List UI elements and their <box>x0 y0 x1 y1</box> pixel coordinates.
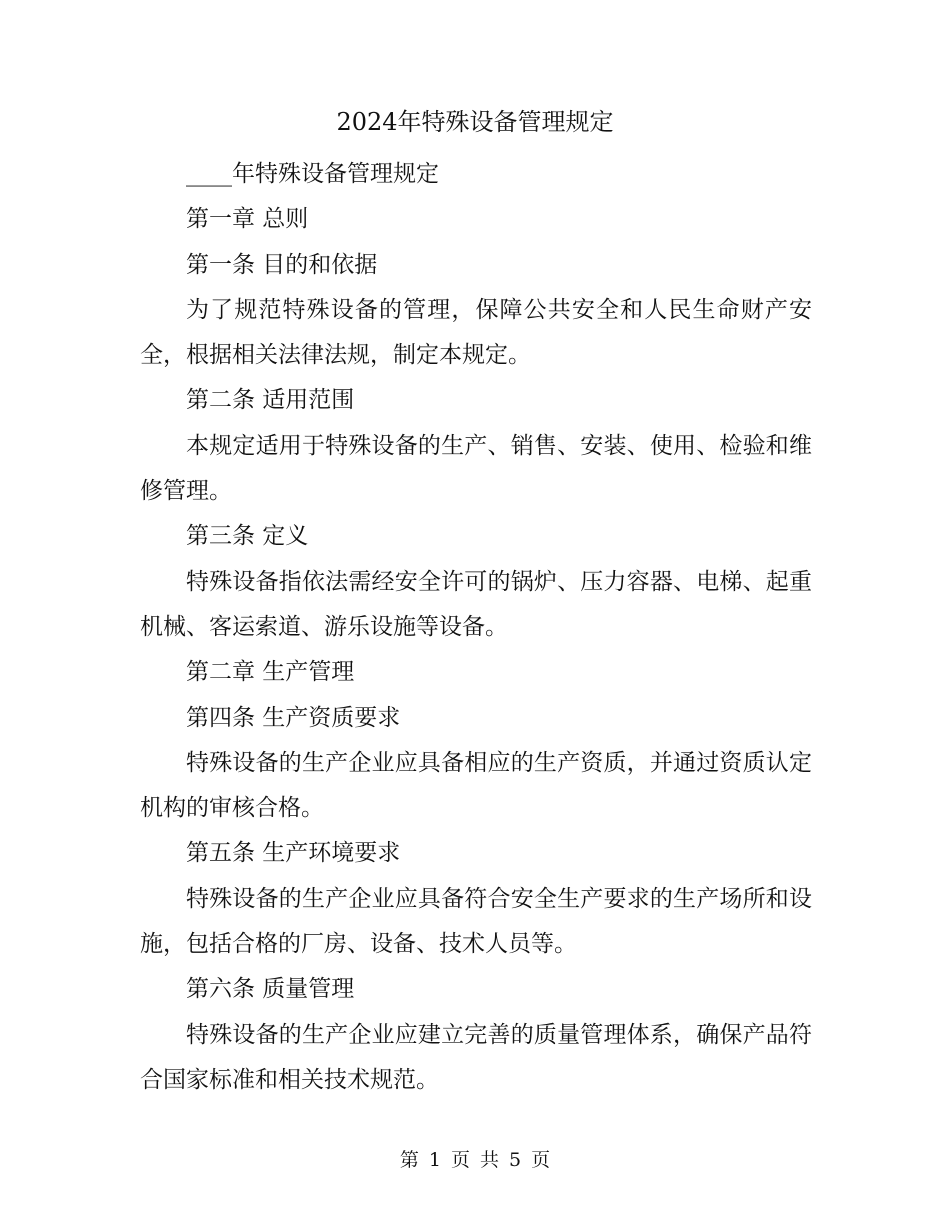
article-heading: 第一条 目的和依据 <box>186 251 378 278</box>
article-heading: 第六条 质量管理 <box>186 976 355 1003</box>
article-heading: 第三条 定义 <box>186 523 309 550</box>
document-body <box>140 152 812 1103</box>
article-heading: 第二条 适用范围 <box>186 387 355 414</box>
paragraph-heading: ____年特殊设备管理规定 <box>186 161 439 187</box>
article-heading: 第四条 生产资质要求 <box>186 704 401 731</box>
article-heading: 第五条 生产环境要求 <box>186 840 401 867</box>
page-footer: 第 1 页 共 5 页 <box>399 1149 551 1171</box>
document-title: 2024年特殊设备管理规定 <box>336 108 614 136</box>
paragraph: 本规定适用于特殊设备的生产、销售、安装、使用、检验和维修管理。 <box>140 432 812 505</box>
chapter-heading: 第一章 总则 <box>186 206 309 233</box>
paragraph: 为了规范特殊设备的管理，保障公共安全和人民生命财产安全，根据相关法律法规，制定本规定。 <box>140 296 812 369</box>
paragraph: 特殊设备的生产企业应具备符合安全生产要求的生产场所和设施，包括合格的厂房、设备、技术人员等。 <box>140 885 812 958</box>
paragraph: 特殊设备的生产企业应建立完善的质量管理体系，确保产品符合国家标准和相关技术规范。 <box>140 1021 812 1093</box>
chapter-heading: 第二章 生产管理 <box>186 659 355 686</box>
paragraph: 特殊设备的生产企业应具备相应的生产资质，并通过资质认定机构的审核合格。 <box>140 749 812 822</box>
paragraph: 特殊设备指依法需经安全许可的锅炉、压力容器、电梯、起重机械、客运索道、游乐设施等设备。 <box>140 568 812 640</box>
